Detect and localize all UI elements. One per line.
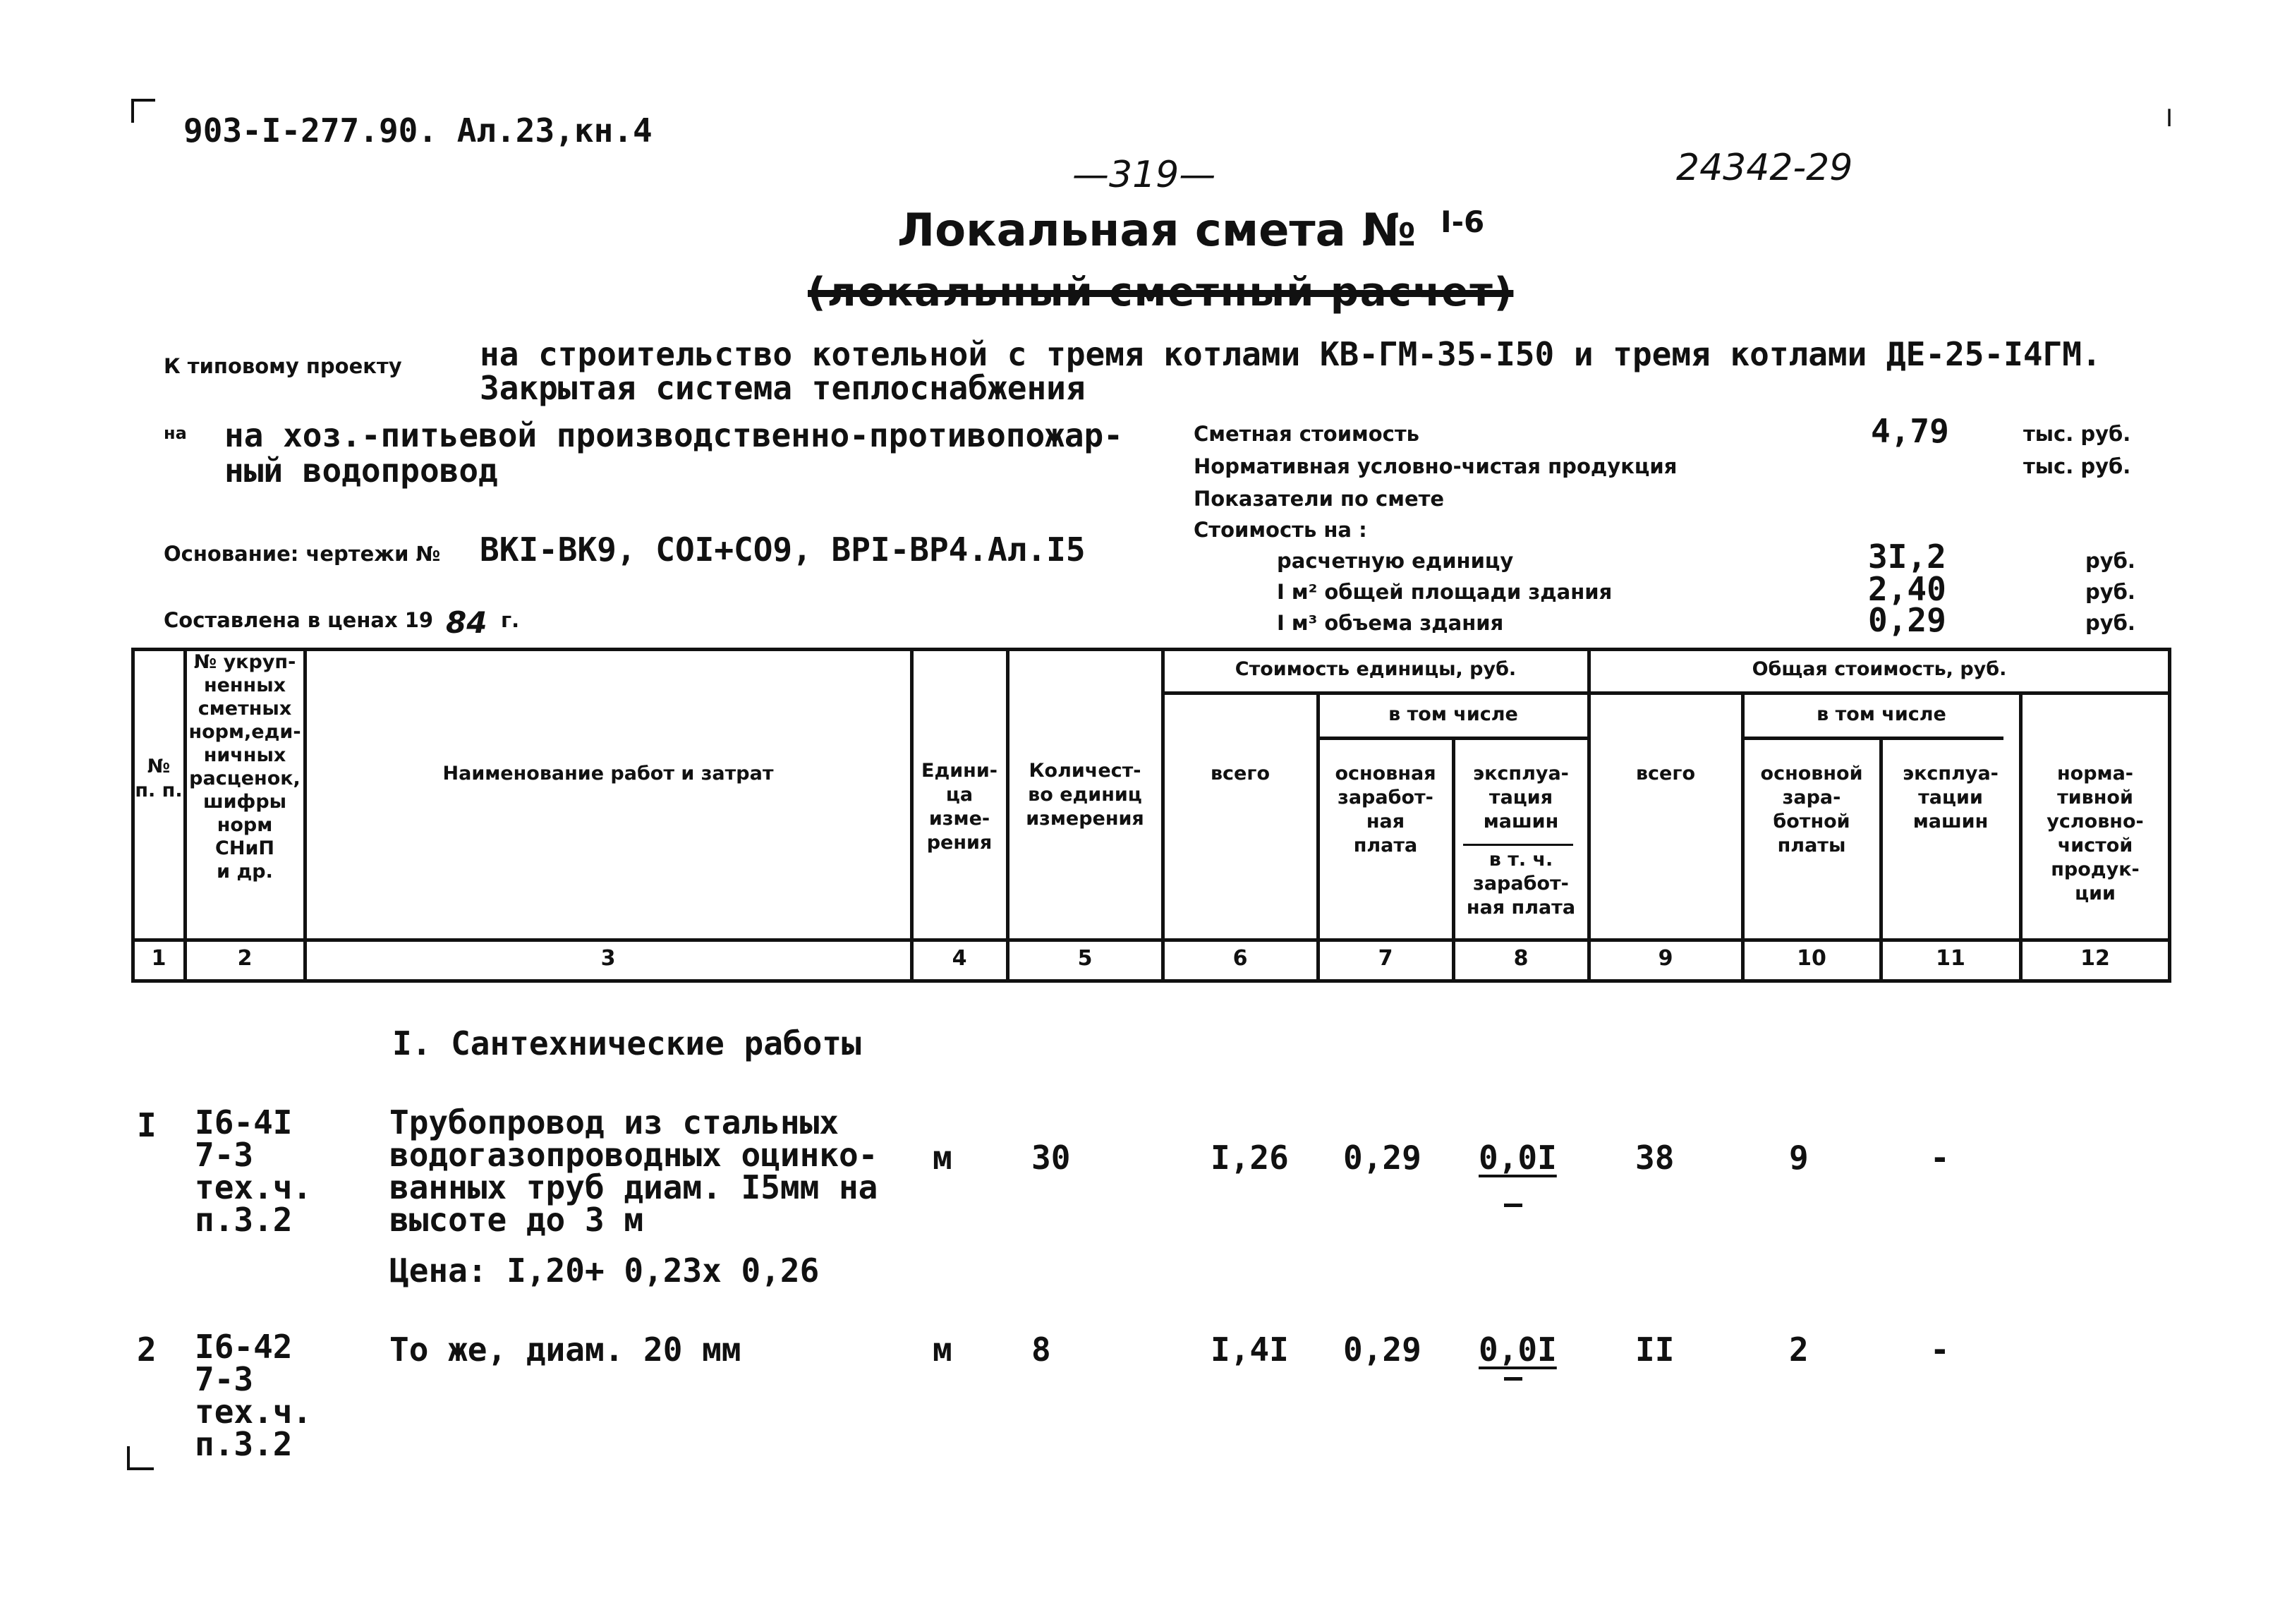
- row-unit: м: [933, 1139, 952, 1177]
- row-total: 38: [1635, 1139, 1675, 1177]
- on-text: на хоз.-питьевой производственно-противопожар- ный водопровод: [224, 416, 1123, 490]
- header-row-number: № п. п.: [135, 756, 183, 801]
- row-total-machine: -: [1930, 1331, 1950, 1369]
- document-code: 903-I-277.90. Ал.23,кн.4: [183, 111, 653, 150]
- row-unit-wage: 0,29: [1343, 1331, 1421, 1369]
- table-line: [1742, 737, 2003, 740]
- area-unit: руб.: [2085, 580, 2135, 604]
- row-unit-wage: 0,29: [1343, 1139, 1421, 1177]
- col-number: 8: [1513, 946, 1529, 971]
- title-number: I-6: [1441, 205, 1485, 239]
- unit-value: 3I,2: [1868, 538, 1946, 576]
- col-number: 6: [1232, 946, 1248, 971]
- col-number: 5: [1077, 946, 1093, 971]
- header-unit-cost-group: Стоимость единицы, руб.: [1235, 658, 1517, 680]
- unit-unit: руб.: [2085, 549, 2135, 573]
- header-unit-wage: основная заработ- ная плата: [1335, 763, 1436, 856]
- on-label: на: [164, 423, 187, 443]
- header-unit: Едини- ца изме- рения: [921, 760, 998, 854]
- archive-number: 24342-29: [1676, 147, 1853, 189]
- unit-label: расчетную единицу: [1277, 549, 1514, 573]
- area-value: 2,40: [1868, 570, 1946, 608]
- row-unit-machine: 0,0I: [1479, 1139, 1557, 1177]
- col-number: 12: [2080, 946, 2110, 971]
- basis-label: Основание: чертежи №: [164, 542, 441, 566]
- cost-per-label: Стоимость на :: [1194, 518, 1367, 542]
- row-unit-machine-wage: [1504, 1204, 1522, 1207]
- row-quantity: 30: [1031, 1139, 1071, 1177]
- header-including-1: в том числе: [1388, 703, 1518, 725]
- table-line: [303, 648, 307, 983]
- row-unit-machine: 0,0I: [1479, 1331, 1557, 1369]
- table-line: [1463, 844, 1573, 846]
- header-total-wage: основной зара- ботной платы: [1760, 763, 1863, 856]
- table-line: [1161, 648, 1165, 983]
- normative-unit: тыс. руб.: [2023, 454, 2131, 478]
- col-number: 3: [600, 946, 616, 971]
- table-line: [131, 979, 2171, 983]
- header-unit-total: всего: [1210, 763, 1271, 784]
- page-mark: I: [2166, 104, 2173, 133]
- compiled-year: 84: [446, 605, 487, 640]
- compiled-label: Составлена в ценах 19: [164, 608, 434, 632]
- normative-label: Нормативная условно-чистая продукция: [1194, 454, 1678, 478]
- corner-mark-top-left: [131, 99, 155, 123]
- row-code: I6-4I 7-3 тех.ч. п.3.2: [195, 1103, 313, 1239]
- indicators-label: Показатели по смете: [1194, 487, 1445, 511]
- row-total-machine: -: [1930, 1139, 1950, 1177]
- header-unit-machine: эксплуа- тация машин: [1473, 763, 1569, 832]
- row-price-note: Цена: I,20+ 0,23х 0,26: [389, 1252, 820, 1290]
- estimated-cost-value: 4,79: [1871, 412, 1949, 450]
- row-code: I6-42 7-3 тех.ч. п.3.2: [195, 1328, 313, 1463]
- header-norm-code: № укруп- ненных сметных норм,еди- ничных расценок, шифры норм СНиП и др.: [188, 651, 301, 883]
- page-number: —319—: [1072, 154, 1216, 196]
- section-title: I. Сантехнические работы: [392, 1024, 861, 1062]
- row-unit-total: I,4I: [1211, 1331, 1289, 1369]
- row-quantity: 8: [1031, 1331, 1051, 1369]
- page-subtitle-struck: (локальный сметный расчет): [808, 269, 1514, 315]
- col-number: 4: [952, 946, 967, 971]
- header-total-machine: эксплуа- тации машин: [1903, 763, 1999, 832]
- header-unit-machine-wage: в т. ч. заработ- ная плата: [1466, 849, 1576, 919]
- col-number: 1: [151, 946, 166, 971]
- project-text: на строительство котельной с тремя котлами КВ-ГМ-35-I50 и тремя котлами ДЕ-25-I4ГМ. Закрытая система теплоснабжения: [480, 335, 2102, 407]
- header-including-2: в том числе: [1817, 703, 1946, 725]
- header-total: всего: [1635, 763, 1696, 784]
- page-title: Локальная смета №: [897, 205, 1417, 257]
- volume-label: I м³ объема здания: [1277, 611, 1504, 635]
- col-number: 11: [1936, 946, 1965, 971]
- compiled-suffix: г.: [501, 608, 520, 632]
- to-project-label: К типовому проекту: [164, 354, 402, 378]
- basis-text: ВКI-ВК9, СОI+СО9, ВРI-ВР4.Ал.I5: [480, 531, 1086, 569]
- row-unit: м: [933, 1331, 952, 1369]
- col-number: 7: [1378, 946, 1393, 971]
- row-name: То же, диам. 20 мм: [389, 1331, 741, 1369]
- estimated-cost-unit: тыс. руб.: [2023, 422, 2131, 446]
- row-total-wage: 9: [1789, 1139, 1809, 1177]
- header-normative: норма- тивной условно- чистой продук- ции: [2047, 763, 2144, 904]
- corner-mark-bottom-left: [127, 1446, 154, 1470]
- row-number: 2: [137, 1331, 157, 1369]
- area-label: I м² общей площади здания: [1277, 580, 1613, 604]
- estimated-cost-label: Сметная стоимость: [1194, 422, 1419, 446]
- row-unit-machine-wage: [1504, 1377, 1522, 1381]
- table-line: [131, 648, 2171, 651]
- col-number: 10: [1797, 946, 1826, 971]
- table-line: [1587, 648, 1591, 983]
- col-number: 9: [1658, 946, 1673, 971]
- table-line: [131, 648, 135, 983]
- volume-value: 0,29: [1868, 601, 1946, 639]
- header-total-cost-group: Общая стоимость, руб.: [1752, 658, 2007, 680]
- row-unit-total: I,26: [1211, 1139, 1289, 1177]
- row-total-wage: 2: [1789, 1331, 1809, 1369]
- row-name: Трубопровод из стальных водогазопроводных оцинко- ванных труб диам. I5мм на высоте до 3 м: [389, 1103, 878, 1239]
- row-total: II: [1635, 1331, 1675, 1369]
- table-line: [131, 938, 2171, 942]
- header-work-name: Наименование работ и затрат: [442, 763, 774, 784]
- col-number: 2: [237, 946, 253, 971]
- header-quantity: Количест- во единиц измерения: [1026, 760, 1144, 830]
- row-number: I: [137, 1106, 157, 1144]
- volume-unit: руб.: [2085, 611, 2135, 635]
